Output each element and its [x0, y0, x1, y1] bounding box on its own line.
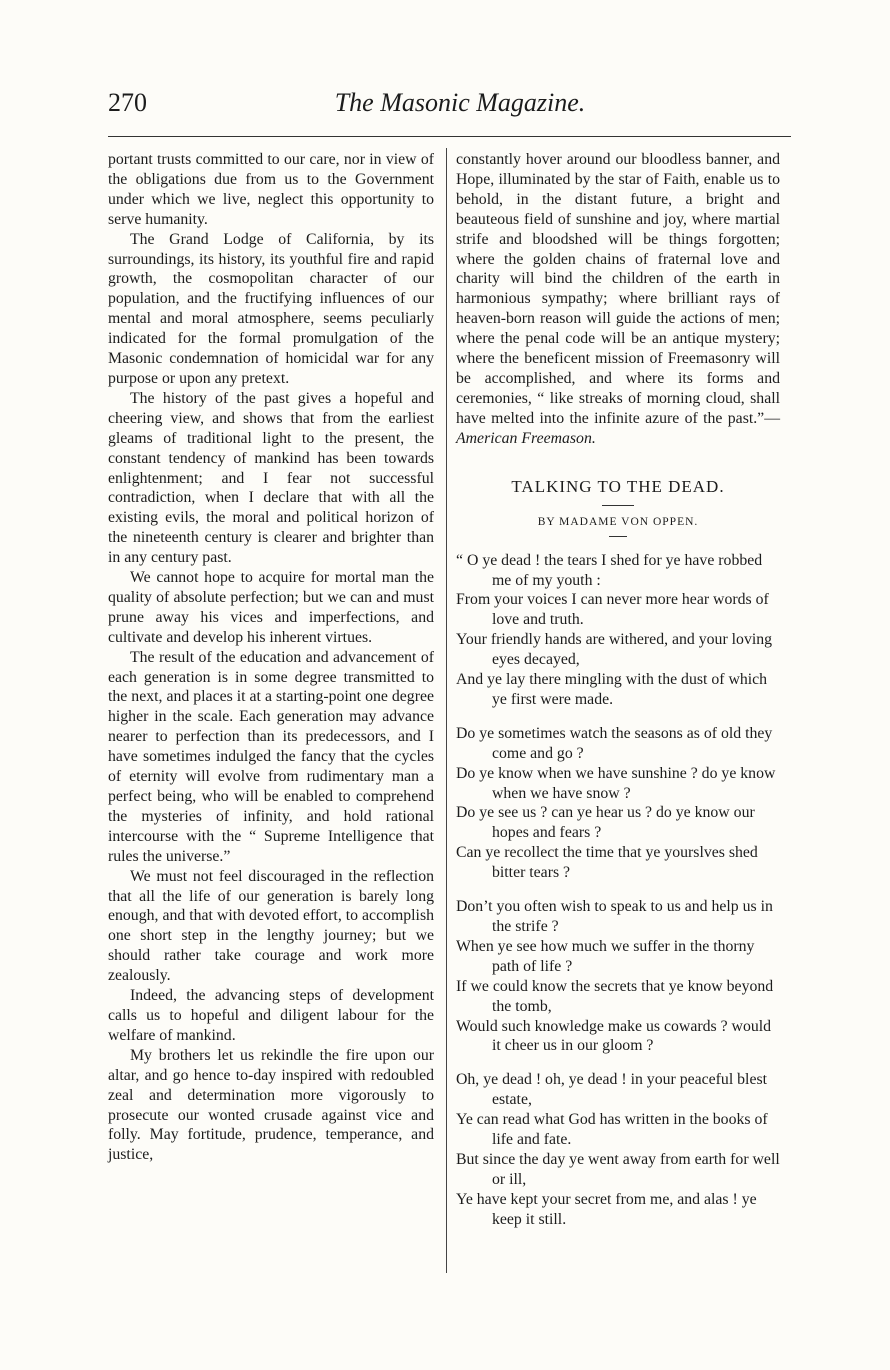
poem-line: Do ye sometimes watch the seasons as of old they come and go ? — [456, 724, 773, 762]
stanza — [456, 1070, 780, 1229]
poem-line: Your friendly hands are withered, and your loving eyes decayed, — [456, 631, 773, 669]
paragraph: The result of the education and advancement of each generation is in some degree transmitted to the next, and places it at a starting-point one degree higher in the scale. Each generation may advance nearer to perfection than its predecessors, and I have sometimes indulged the fancy that the cycles of eternity will evolve from rudimentary man a perfect being, who will be enabled to comprehend the mysteries of infinity, and hold rational intercourse with the “ Supreme Intelligence that rules the universe.” — [108, 648, 434, 865]
paragraph: My brothers let us rekindle the fire upon our altar, and go hence to-day inspired with redoubled zeal and determination more vigorously to prosecute our wonted crusade against vice and folly. May fortitude, prudence, temperance, and justice, — [108, 1046, 434, 1164]
continuation-paragraph — [456, 150, 780, 449]
poem-line: Oh, ye dead ! oh, ye dead ! in your peaceful blest estate, — [456, 1071, 767, 1109]
paragraph: Indeed, the advancing steps of development calls us to hopeful and diligent labour for the welfare of mankind. — [108, 987, 434, 1044]
paragraph: The history of the past gives a hopeful and cheering view, and shows that from the earliest gleams of traditional light to the present, the constant tendency of mankind has been towards enlightenment; and I fear not successful contradiction, when I declare that with all the existing evils, the moral and political horizon of the nineteenth century is clearer and brighter than in any century past. — [108, 389, 434, 567]
poem-line: If we could know the secrets that ye know beyond the tomb, — [456, 977, 774, 1015]
poem-title: TALKING TO THE DEAD. — [511, 476, 725, 496]
source-signature: American Freemason. — [456, 429, 596, 447]
poem-line: Would such knowledge make us cowards ? would it cheer us in our gloom ? — [456, 1017, 772, 1055]
stanza — [456, 724, 780, 883]
paragraph: We must not feel discouraged in the reflection that all the life of our generation is barely long enough, and that with devoted effort, to accomplish one short step in the lengthy journey; but we should rather take courage and work more zealously. — [108, 867, 434, 985]
poem-line: Do ye know when we have sunshine ? do ye know when we have snow ? — [456, 764, 776, 802]
paragraph: portant trusts committed to our care, nor in view of the obligations due from us to the Government under which we live, neglect this opportunity to serve humanity. — [108, 151, 434, 228]
right-column — [456, 150, 780, 1244]
poem-line: Can ye recollect the time that ye yourslves shed bitter tears ? — [456, 844, 758, 882]
column-divider — [446, 148, 447, 1273]
header-rule — [108, 136, 791, 137]
page-number: 270 — [108, 88, 147, 117]
poem-line: Ye can read what God has written in the books of life and fate. — [456, 1111, 768, 1149]
poem-line: Don’t you often wish to speak to us and help us in the strife ? — [456, 898, 773, 935]
poem — [456, 551, 780, 1230]
poem-line: And ye lay there mingling with the dust of which ye first were made. — [456, 671, 768, 708]
stanza — [456, 551, 780, 710]
poem-line: When ye see how much we suffer in the thorny path of life ? — [456, 937, 755, 975]
continuation-text: constantly hover around our bloodless banner, and Hope, illuminated by the star of Faith, enable us to behold, in the distant future, a bright and beauteous field of sunshine and joy, where martial strife and bloodshed will be things forgotten; where the golden chains of fraternal love and charity will bind the children of the earth in harmonious sympathy; where brilliant rays of heaven-born reason will guide the actions of men; where the penal code will be an antique mystery; where the beneficent mission of Freemasonry will be accomplished, and where its forms and ceremonies, “ like streaks of morning cloud, shall have melted into the infinite azure of the past.”— — [456, 151, 780, 427]
paragraph: The Grand Lodge of California, by its surroundings, its history, its youthful fire and rapid growth, the cosmopolitan character of our population, and the fructifying influences of our mental and moral atmosphere, seems peculiarly indicated for the formal promulgation of the Masonic condemnation of homicidal war for any purpose or upon any pretext. — [108, 230, 434, 387]
byline-rule — [609, 536, 627, 537]
stanza — [456, 897, 780, 1056]
poem-line: From your voices I can never more hear words of love and truth. — [456, 591, 769, 629]
title-rule — [602, 505, 634, 506]
poem-line: But since the day ye went away from earth for well or ill, — [456, 1150, 780, 1188]
left-column — [108, 150, 434, 1165]
paragraph: We cannot hope to acquire for mortal man the quality of absolute perfection; but we can and must prune away his vices and imperfections, and cultivate and develop his inherent virtues. — [108, 569, 434, 646]
poem-byline: BY MADAME VON OPPEN. — [537, 515, 699, 528]
running-title: The Masonic Magazine. — [334, 88, 586, 117]
poem-line: “ O ye dead ! the tears I shed for ye have robbed me of my youth : — [456, 551, 763, 589]
poem-line: Do ye see us ? can ye hear us ? do ye know our hopes and fears ? — [456, 804, 755, 842]
poem-line: Ye have kept your secret from me, and alas ! ye keep it still. — [456, 1190, 757, 1228]
